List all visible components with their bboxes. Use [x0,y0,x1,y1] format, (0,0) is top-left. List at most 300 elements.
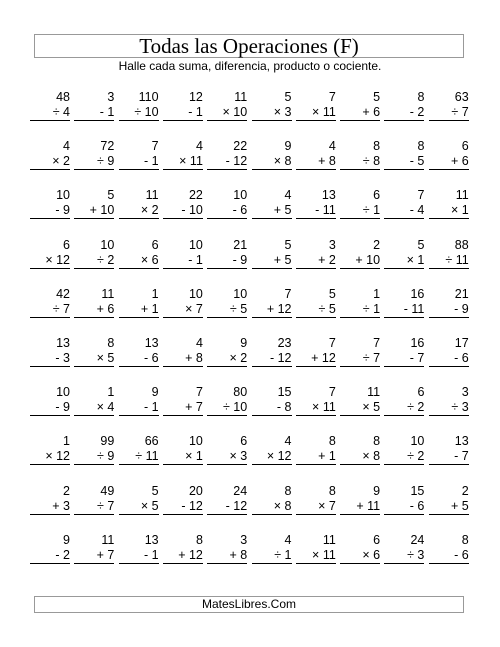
problem-4-9 [384,238,424,269]
operand-top: 8 [417,139,425,154]
operand-bottom: ÷ 10 [119,105,159,121]
problem-4-7 [296,238,336,269]
operand-bottom: + 8 [207,548,247,564]
operand-top: 7 [195,385,203,400]
operand-top: 5 [151,483,159,498]
problem-3-8 [340,188,380,219]
problem-3-6 [252,188,292,219]
operand-top: 1 [107,385,115,400]
operand-bottom: ÷ 7 [30,302,70,318]
operand-bottom: × 2 [207,351,247,367]
operand-top: 6 [461,139,469,154]
operand-top: 9 [151,385,159,400]
operand-bottom: × 11 [163,154,203,170]
operand-top: 17 [454,336,469,350]
problem-1-9 [384,90,424,121]
problem-4-10 [429,238,469,269]
worksheet-title: Todas las Operaciones (F) [34,34,464,58]
operand-bottom: + 6 [74,302,114,318]
problem-5-3 [119,287,159,318]
problem-7-2 [74,385,114,416]
operand-top: 15 [410,483,425,498]
problem-6-1 [30,336,70,367]
operand-top: 42 [56,286,70,301]
problem-9-4 [163,484,203,515]
operand-top: 99 [100,434,115,449]
operand-top: 7 [328,90,336,104]
operand-bottom: + 11 [340,499,380,515]
problem-4-4 [163,238,203,269]
operand-bottom: - 1 [119,154,159,170]
operand-bottom: × 2 [30,154,70,170]
operand-top: 8 [107,336,115,350]
operand-bottom: - 4 [384,203,424,219]
operand-bottom: × 1 [163,449,203,465]
operand-top: 16 [410,286,425,301]
problem-9-10 [429,484,469,515]
problem-9-7 [296,484,336,515]
operand-bottom: ÷ 3 [429,400,469,416]
problem-8-6 [252,434,292,465]
problem-2-9 [384,139,424,170]
problem-1-5 [207,90,247,121]
operand-top: 4 [195,139,203,154]
operand-bottom: - 12 [252,351,292,367]
operand-bottom: + 2 [296,253,336,269]
problem-3-9 [384,188,424,219]
operand-top: 88 [454,237,469,252]
problem-2-5 [207,139,247,170]
operand-bottom: - 11 [296,203,336,219]
operand-bottom: × 2 [119,203,159,219]
operand-bottom: - 6 [207,203,247,219]
operand-top: 13 [144,336,159,350]
operand-top: 2 [63,483,70,498]
operand-top: 80 [233,385,248,400]
problem-5-10 [429,287,469,318]
problem-6-6 [252,336,292,367]
operand-top: 4 [195,336,203,350]
problem-1-6 [252,90,292,121]
operand-bottom: × 11 [296,105,336,121]
operand-bottom: ÷ 2 [74,253,114,269]
operand-top: 24 [410,532,425,547]
problem-7-3 [119,385,159,416]
problem-7-10 [429,385,469,416]
operand-bottom: - 7 [384,351,424,367]
operand-top: 20 [188,483,203,498]
operand-top: 9 [284,139,292,154]
problem-6-4 [163,336,203,367]
operand-top: 8 [328,434,336,449]
operand-top: 10 [188,286,203,301]
operand-top: 4 [284,532,292,547]
operand-bottom: ÷ 1 [340,302,380,318]
problem-1-1 [30,90,70,121]
operand-bottom: - 1 [163,105,203,121]
problem-8-3 [119,434,159,465]
problem-6-7 [296,336,336,367]
operand-top: 12 [188,90,203,104]
operand-top: 1 [151,286,159,301]
operand-bottom: × 1 [384,253,424,269]
problem-8-9 [384,434,424,465]
operand-top: 10 [233,188,248,203]
problem-2-4 [163,139,203,170]
problem-1-4 [163,90,203,121]
problem-8-2 [74,434,114,465]
operand-top: 4 [328,139,336,154]
operand-top: 8 [461,532,469,547]
operand-bottom: ÷ 7 [429,105,469,121]
operand-top: 49 [100,483,115,498]
operand-bottom: + 8 [163,351,203,367]
operand-top: 11 [101,532,115,547]
problem-7-7 [296,385,336,416]
operand-top: 5 [107,188,115,203]
operand-top: 8 [373,139,381,154]
operand-bottom: + 7 [163,400,203,416]
operand-top: 11 [145,188,159,203]
operand-bottom: + 3 [30,499,70,515]
operand-bottom: ÷ 9 [74,449,114,465]
operand-top: 5 [373,90,381,104]
operand-bottom: - 12 [163,499,203,515]
operand-top: 13 [144,532,159,547]
operand-bottom: ÷ 10 [207,400,247,416]
operand-top: 66 [144,434,159,449]
operand-top: 11 [367,385,381,400]
problem-4-5 [207,238,247,269]
operand-bottom: + 10 [74,203,114,219]
operand-bottom: × 8 [340,449,380,465]
problem-4-8 [340,238,380,269]
operand-top: 22 [233,139,248,154]
operand-bottom: - 9 [30,400,70,416]
problem-8-10 [429,434,469,465]
problem-3-3 [119,188,159,219]
operand-bottom: × 6 [119,253,159,269]
operand-bottom: × 8 [252,154,292,170]
problem-3-1 [30,188,70,219]
problem-9-5 [207,484,247,515]
problem-4-3 [119,238,159,269]
operand-top: 4 [284,188,292,203]
operand-bottom: + 5 [252,253,292,269]
problem-6-5 [207,336,247,367]
operand-top: 9 [373,483,381,498]
problem-10-10 [429,533,469,564]
problem-6-3 [119,336,159,367]
problem-8-5 [207,434,247,465]
operand-top: 7 [328,336,336,350]
problem-2-2 [74,139,114,170]
problem-10-1 [30,533,70,564]
problem-9-9 [384,484,424,515]
operand-top: 110 [138,90,159,104]
operand-bottom: × 5 [340,400,380,416]
operand-top: 21 [454,286,469,301]
operand-bottom: ÷ 2 [384,449,424,465]
operand-bottom: - 6 [429,548,469,564]
operand-top: 11 [455,188,469,203]
operand-bottom: - 9 [207,253,247,269]
operand-top: 13 [321,188,336,203]
operand-top: 7 [328,385,336,400]
operand-top: 13 [454,434,469,449]
problem-2-8 [340,139,380,170]
operand-bottom: + 8 [296,154,336,170]
problem-2-6 [252,139,292,170]
operand-top: 10 [233,286,248,301]
operand-bottom: - 12 [207,499,247,515]
problem-7-5 [207,385,247,416]
operand-top: 10 [188,237,203,252]
operand-top: 5 [284,237,292,252]
problem-8-7 [296,434,336,465]
problem-8-4 [163,434,203,465]
operand-top: 48 [56,90,70,104]
operand-bottom: ÷ 2 [384,400,424,416]
operand-top: 6 [151,237,159,252]
operand-bottom: + 12 [296,351,336,367]
operand-top: 10 [410,434,425,449]
operand-bottom: - 9 [429,302,469,318]
problem-10-6 [252,533,292,564]
operand-bottom: - 1 [163,253,203,269]
operand-top: 7 [417,188,425,203]
operand-top: 2 [461,483,469,498]
problem-1-10 [429,90,469,121]
operand-top: 9 [240,336,248,350]
operand-top: 6 [373,532,381,547]
problem-8-1 [30,434,70,465]
instructions-text: Halle cada suma, diferencia, producto o cociente. [118,59,382,73]
problem-10-9 [384,533,424,564]
operand-top: 5 [417,237,425,252]
operand-bottom: + 6 [340,105,380,121]
operand-top: 5 [284,90,292,104]
problem-10-8 [340,533,380,564]
operand-top: 7 [373,336,381,350]
operand-top: 2 [373,237,381,252]
operand-bottom: × 5 [74,351,114,367]
operand-top: 10 [188,434,203,449]
operand-bottom: ÷ 1 [340,203,380,219]
operand-bottom: ÷ 5 [207,302,247,318]
operand-top: 10 [56,188,70,203]
operand-top: 3 [240,532,248,547]
problem-2-3 [119,139,159,170]
operand-bottom: × 11 [296,548,336,564]
site-footer: MatesLibres.Com [34,596,464,613]
problem-7-8 [340,385,380,416]
operand-bottom: × 12 [252,449,292,465]
operand-top: 11 [101,286,115,301]
operand-top: 15 [277,385,292,400]
operand-bottom: ÷ 3 [384,548,424,564]
operand-bottom: × 11 [296,400,336,416]
operand-bottom: × 12 [30,449,70,465]
problem-4-1 [30,238,70,269]
problem-9-2 [74,484,114,515]
operand-top: 23 [277,336,292,350]
problem-5-7 [296,287,336,318]
problem-1-2 [74,90,114,121]
operand-top: 8 [373,434,381,449]
problem-3-7 [296,188,336,219]
operand-bottom: + 12 [163,548,203,564]
operand-bottom: ÷ 4 [30,105,70,121]
operand-top: 1 [373,286,381,301]
operand-bottom: - 8 [252,400,292,416]
problem-10-4 [163,533,203,564]
operand-top: 6 [417,385,425,400]
operand-top: 4 [284,434,292,449]
problem-10-2 [74,533,114,564]
operand-bottom: - 12 [207,154,247,170]
operand-top: 7 [284,286,292,301]
problem-9-8 [340,484,380,515]
operand-bottom: × 5 [119,499,159,515]
operand-bottom: + 12 [252,302,292,318]
problem-6-10 [429,336,469,367]
problem-5-5 [207,287,247,318]
problem-2-10 [429,139,469,170]
problem-3-5 [207,188,247,219]
operand-bottom: - 6 [119,351,159,367]
operand-bottom: - 1 [119,400,159,416]
operand-bottom: + 10 [340,253,380,269]
problem-5-2 [74,287,114,318]
problem-5-6 [252,287,292,318]
operand-bottom: ÷ 11 [429,253,469,269]
operand-top: 4 [63,139,70,154]
operand-top: 6 [63,237,70,252]
problem-10-3 [119,533,159,564]
operand-top: 8 [328,483,336,498]
problem-5-1 [30,287,70,318]
operand-top: 3 [328,237,336,252]
operand-bottom: × 7 [163,302,203,318]
problem-7-9 [384,385,424,416]
problem-4-2 [74,238,114,269]
operand-top: 7 [151,139,159,154]
operand-bottom: × 12 [30,253,70,269]
problem-3-4 [163,188,203,219]
problem-7-1 [30,385,70,416]
operand-top: 21 [233,237,248,252]
operand-top: 22 [188,188,203,203]
operand-top: 6 [373,188,381,203]
problem-5-4 [163,287,203,318]
operand-bottom: + 5 [252,203,292,219]
problem-9-3 [119,484,159,515]
operand-bottom: - 5 [384,154,424,170]
operand-bottom: - 3 [30,351,70,367]
problem-2-7 [296,139,336,170]
operand-top: 5 [328,286,336,301]
operand-bottom: - 2 [384,105,424,121]
problem-1-3 [119,90,159,121]
operand-bottom: + 1 [119,302,159,318]
operand-bottom: + 5 [429,499,469,515]
operand-bottom: ÷ 9 [74,154,114,170]
operand-bottom: - 10 [163,203,203,219]
operand-bottom: × 8 [252,499,292,515]
operand-bottom: × 4 [74,400,114,416]
problem-6-2 [74,336,114,367]
operand-bottom: - 1 [119,548,159,564]
operand-bottom: ÷ 5 [296,302,336,318]
operand-bottom: - 7 [429,449,469,465]
operand-bottom: × 3 [252,105,292,121]
operand-bottom: ÷ 7 [74,499,114,515]
operand-top: 63 [454,90,469,104]
operand-top: 6 [240,434,248,449]
operand-top: 11 [234,90,248,104]
operand-top: 3 [107,90,115,104]
problem-1-7 [296,90,336,121]
operand-bottom: × 6 [340,548,380,564]
operand-top: 1 [63,434,70,449]
problem-3-2 [74,188,114,219]
problem-10-7 [296,533,336,564]
operand-top: 8 [195,532,203,547]
operand-bottom: - 11 [384,302,424,318]
operand-bottom: - 1 [74,105,114,121]
operand-bottom: ÷ 8 [340,154,380,170]
problem-10-5 [207,533,247,564]
operand-top: 24 [233,483,248,498]
operand-top: 72 [100,139,115,154]
operand-bottom: - 2 [30,548,70,564]
operand-top: 11 [322,532,336,547]
problem-5-9 [384,287,424,318]
operand-bottom: + 7 [74,548,114,564]
problem-4-6 [252,238,292,269]
operand-top: 8 [284,483,292,498]
operand-bottom: + 1 [296,449,336,465]
problem-7-6 [252,385,292,416]
operand-bottom: × 1 [429,203,469,219]
problem-9-6 [252,484,292,515]
problem-2-1 [30,139,70,170]
operand-top: 9 [63,532,70,547]
problem-8-8 [340,434,380,465]
operand-top: 3 [461,385,469,400]
problem-6-8 [340,336,380,367]
operand-bottom: × 10 [207,105,247,121]
operand-top: 10 [56,385,70,400]
problem-3-10 [429,188,469,219]
operand-bottom: - 6 [384,499,424,515]
problem-7-4 [163,385,203,416]
problem-5-8 [340,287,380,318]
problem-6-9 [384,336,424,367]
operand-bottom: ÷ 1 [252,548,292,564]
problem-9-1 [30,484,70,515]
operand-bottom: × 7 [296,499,336,515]
operand-bottom: + 6 [429,154,469,170]
problem-1-8 [340,90,380,121]
operand-top: 8 [417,90,425,104]
operand-top: 16 [410,336,425,350]
operand-top: 13 [56,336,70,350]
operand-bottom: × 3 [207,449,247,465]
operand-bottom: - 9 [30,203,70,219]
operand-bottom: ÷ 7 [340,351,380,367]
